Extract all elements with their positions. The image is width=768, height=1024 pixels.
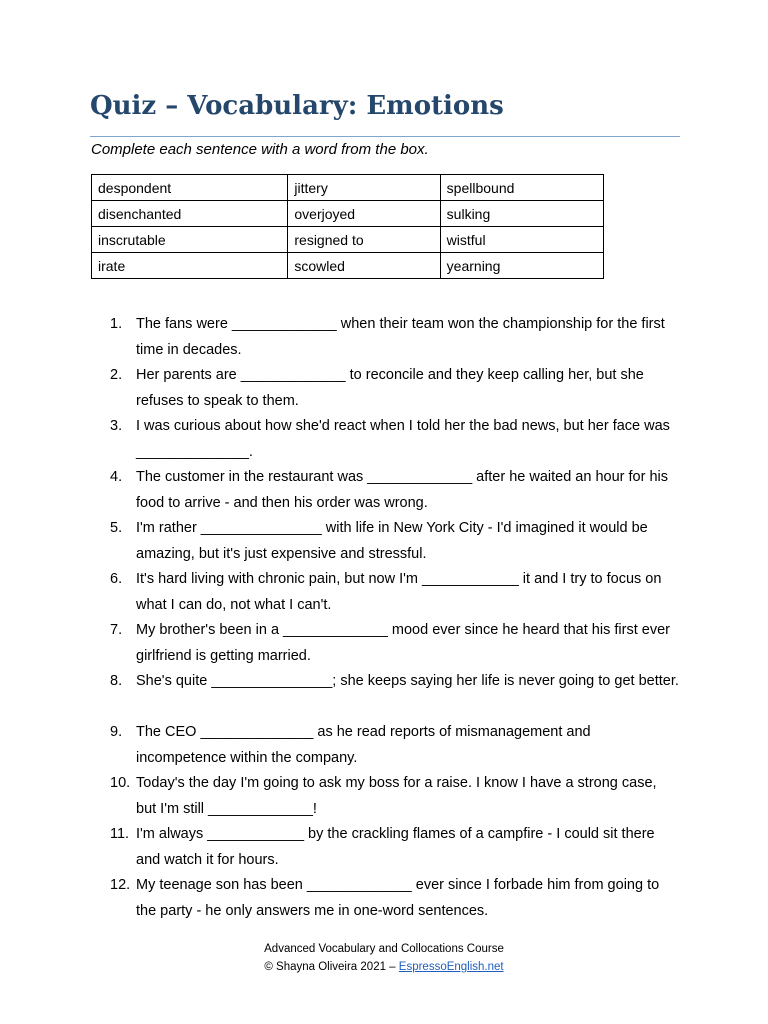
word-box-cell: irate: [92, 253, 288, 279]
word-box-row: [92, 175, 604, 201]
question-number: 3.: [110, 418, 123, 434]
footer-website-link[interactable]: EspressoEnglish.net: [398, 961, 504, 973]
question-number: 4.: [110, 469, 123, 485]
word-box-row: [92, 227, 604, 253]
question-number: 11.: [110, 826, 130, 842]
question-text: The fans were _____________ when their team won the championship for the first time in decades.: [136, 316, 665, 358]
word-box-cell: despondent: [92, 175, 288, 201]
question-number: 5.: [110, 520, 123, 536]
instructions: Complete each sentence with a word from the box.: [91, 141, 429, 158]
question-text: I was curious about how she'd react when I told her the bad news, but her face was ______________.: [136, 418, 670, 460]
question-text: I'm always ____________ by the crackling flames of a campfire - I could sit there and watch it for hours.: [136, 826, 655, 868]
word-box-cell: jittery: [288, 175, 440, 201]
footer-copyright: [0, 961, 768, 973]
word-box-row: [92, 201, 604, 227]
word-box-cell: wistful: [440, 227, 603, 253]
word-box-cell: yearning: [440, 253, 603, 279]
footer-copyright-text: © Shayna Oliveira 2021 –: [264, 961, 399, 973]
title-divider: [90, 136, 680, 137]
question-item: [110, 414, 680, 465]
question-item: [110, 516, 680, 567]
word-box-cell: resigned to: [288, 227, 440, 253]
word-box-cell: sulking: [440, 201, 603, 227]
question-number: 1.: [110, 316, 123, 332]
question-item: [110, 312, 680, 363]
question-item: [110, 465, 680, 516]
question-text: I'm rather _______________ with life in New York City - I'd imagined it would be amazing, but it's just expensive and stressful.: [136, 520, 648, 562]
question-item: [110, 567, 680, 618]
word-box-cell: inscrutable: [92, 227, 288, 253]
question-text: My brother's been in a _____________ mood ever since he heard that his first ever girlfriend is getting married.: [136, 622, 670, 664]
question-text: The CEO ______________ as he read reports of mismanagement and incompetence within the company.: [136, 724, 591, 766]
question-text: Today's the day I'm going to ask my boss for a raise. I know I have a strong case, but I'm still _____________!: [136, 775, 657, 817]
question-number: 12.: [110, 877, 131, 893]
question-item: [110, 771, 680, 822]
question-text: She's quite _______________; she keeps saying her life is never going to get better.: [136, 673, 679, 689]
question-number: 8.: [110, 673, 123, 689]
question-list: [110, 312, 680, 924]
question-text: My teenage son has been _____________ ever since I forbade him from going to the party - he only answers me in one-word sentences.: [136, 877, 660, 919]
question-text: The customer in the restaurant was _____________ after he waited an hour for his food to arrive - and then his order was wrong.: [136, 469, 668, 511]
footer-course-name: Advanced Vocabulary and Collocations Course: [264, 943, 504, 955]
word-box-cell: overjoyed: [288, 201, 440, 227]
word-box-cell: scowled: [288, 253, 440, 279]
word-box-cell: disenchanted: [92, 201, 288, 227]
question-text: Her parents are _____________ to reconcile and they keep calling her, but she refuses to speak to them.: [136, 367, 644, 409]
question-item: [110, 720, 680, 771]
question-item: [110, 822, 680, 873]
question-item: [110, 363, 680, 414]
question-number: 6.: [110, 571, 123, 587]
word-box-cell: spellbound: [440, 175, 603, 201]
question-number: 2.: [110, 367, 123, 383]
page-title: Quiz – Vocabulary: Emotions: [90, 91, 504, 121]
word-box: [91, 174, 604, 279]
question-item: [110, 873, 680, 924]
question-text: It's hard living with chronic pain, but now I'm ____________ it and I try to focus on what I can do, not what I can't.: [136, 571, 662, 613]
question-number: 9.: [110, 724, 123, 740]
word-box-row: [92, 253, 604, 279]
question-number: 7.: [110, 622, 123, 638]
question-item: [110, 618, 680, 669]
question-number: 10.: [110, 775, 131, 791]
question-item: [110, 669, 680, 720]
